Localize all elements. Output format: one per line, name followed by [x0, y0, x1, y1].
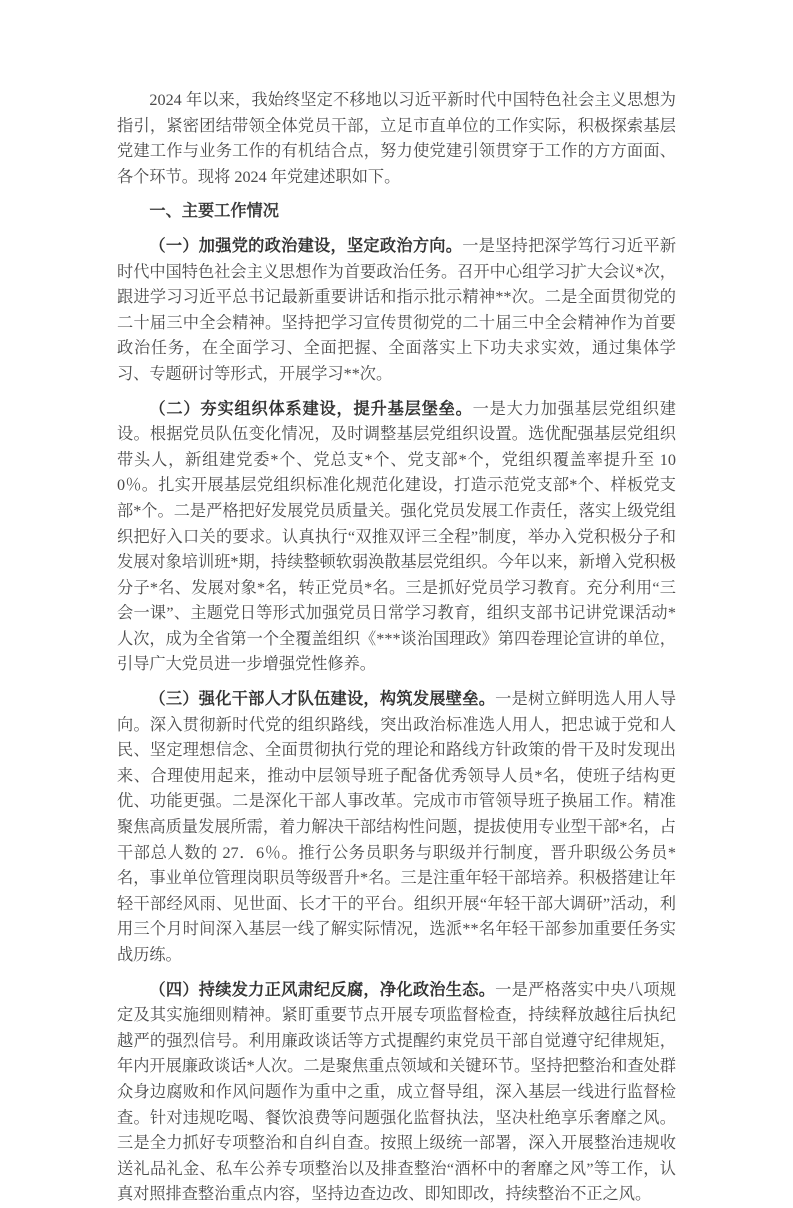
subsection-lead-1: （一）加强党的政治建设，坚定政治方向。	[149, 236, 463, 255]
subsection-paragraph-4	[117, 978, 676, 1208]
subsection-text-3: 一是树立鲜明选人用人导向。深入贯彻新时代党的组织路线，突出政治标准选人用人，把忠诚于党和人民、坚定理想信念、全面贯彻执行党的理论和路线方针政策的骨干及时发现出来、合理使用起来，推动中层领导班子配备优秀领导人员*名，使班子结构更优、功能更强。二是深化干部人事改革。完成市市管领导班子换届工作。精准聚焦高质量发展所需，着力解决干部结构性问题，提拔使用专业型干部*名，占干部总人数的 27．6％。推行公务员职务与职级并行制度，晋升职级公务员*名，事业单位管理岗职员等级晋升*名。三是注重年轻干部培养。积极搭建让年轻干部经风雨、见世面、长才干的平台。组织开展“年轻干部大调研”活动，利用三个月时间深入基层一线了解实际情况，选派**名年轻干部参加重要任务实战历练。	[117, 690, 677, 964]
subsection-paragraph-3	[117, 687, 676, 969]
subsection-lead-2: （二）夯实组织体系建设，提升基层堡垒。	[149, 399, 473, 418]
subsection-text-1: 一是坚持把深学笃行习近平新时代中国特色社会主义思想作为首要政治任务。召开中心组学习扩大会议*次，跟进学习习近平总书记最新重要讲话和指示批示精神**次。二是全面贯彻党的二十届三中全会精神。坚持把学习宣传贯彻党的二十届三中全会精神作为首要政治任务，在全面学习、全面把握、全面落实上下功夫求实效，通过集体学习、专题研讨等形式，开展学习**次。	[117, 236, 677, 383]
intro-paragraph: 2024 年以来，我始终坚定不移地以习近平新时代中国特色社会主义思想为指引，紧密团结带领全体党员干部，立足市直单位的工作实际，积极探索基层党建工作与业务工作的有机结合点，努力使党建引领贯穿于工作的方方面面、各个环节。现将 2024 年党建述职如下。	[117, 91, 676, 186]
section-heading-main-work: 一、主要工作情况	[149, 202, 279, 221]
subsection-lead-3: （三）强化干部人才队伍建设，构筑发展壁垒。	[149, 690, 496, 709]
subsection-text-2: 一是大力加强基层党组织建设。根据党员队伍变化情况，及时调整基层党组织设置。选优配强基层党组织带头人，新组建党委*个、党总支*个、党支部*个，党组织覆盖率提升至 100％。扎实开展基层党组织标准化规范化建设，打造示范党支部*个、样板党支部*个。二是严格把好发展党员质量关。强化党员发展工作责任，落实上级党组织把好入口关的要求。认真执行“双推双评三全程”制度，举办入党积极分子和发展对象培训班*期，持续整顿软弱涣散基层党组织。今年以来，新增入党积极分子*名、发展对象*名，转正党员*名。三是抓好党员学习教育。充分利用“三会一课”、主题党日等形式加强党员日常学习教育，组织支部书记讲党课活动*人次，成为全省第一个全覆盖组织《***谈治国理政》第四卷理论宣讲的单位，引导广大党员进一步增强党性修养。	[117, 399, 676, 674]
subsection-paragraph-1	[117, 234, 676, 388]
subsection-lead-4: （四）持续发力正风肃纪反腐，净化政治生态。	[149, 980, 496, 999]
subsection-text-4: 一是严格落实中央八项规定及其实施细则精神。紧盯重要节点开展专项监督检查，持续释放越往后执纪越严的强烈信号。利用廉政谈话等方式提醒约束党员干部自觉遵守纪律规矩，年内开展廉政谈话*人次。二是聚焦重点领域和关键环节。坚持把整治和查处群众身边腐败和作风问题作为重中之重，成立督导组，深入基层一线进行监督检查。针对违规吃喝、餐饮浪费等问题强化监督执法，坚决杜绝享乐奢靡之风。三是全力抓好专项整治和自纠自查。按照上级统一部署，深入开展整治违规收送礼品礼金、私车公养专项整治以及排查整治“酒杯中的奢靡之风”等工作，认真对照排查整治重点内容，坚持边查边改、即知即改，持续整治不正之风。	[117, 980, 677, 1204]
subsection-paragraph-2	[117, 397, 676, 679]
document-body	[117, 88, 676, 1208]
